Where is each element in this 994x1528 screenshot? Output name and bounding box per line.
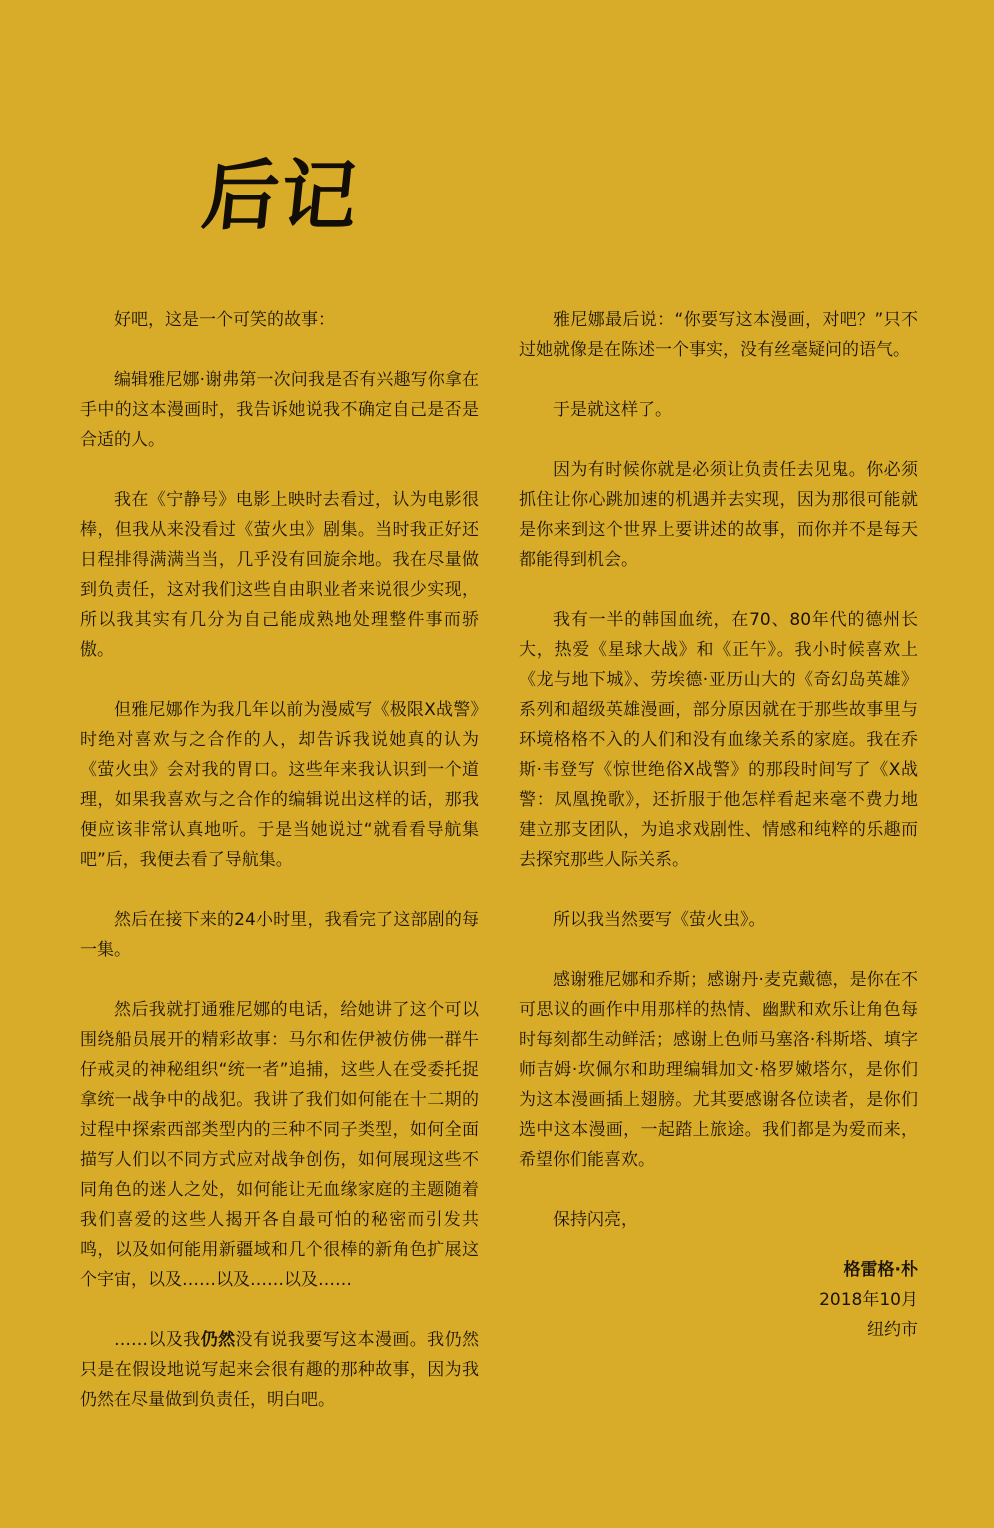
paragraph: 我在《宁静号》电影上映时去看过，认为电影很棒，但我从来没看过《萤火虫》剧集。当时我正好还日程排得满满当当，几乎没有回旋余地。我在尽量做到负责任，这对我们这些自由职业者来说很少实现，所以我其实有几分为自己能成熟地处理整件事而骄傲。 <box>80 490 479 660</box>
paragraph: 保持闪亮， <box>553 1210 638 1230</box>
paragraph: 编辑雅尼娜·谢弗第一次问我是否有兴趣写你拿在手中的这本漫画时，我告诉她说我不确定自己是否是合适的人。 <box>80 370 479 450</box>
right-column <box>519 305 918 1345</box>
paragraph: 感谢雅尼娜和乔斯；感谢丹·麦克戴德，是你在不可思议的画作中用那样的热情、幽默和欢乐让角色每时每刻都生动鲜活；感谢上色师马塞洛·科斯塔、填字师吉姆·坎佩尔和助理编辑加文·格罗嫩塔尔，是你们为这本漫画插上翅膀。尤其要感谢各位读者，是你们选中这本漫画，一起踏上旅途。我们都是为爱而来，希望你们能喜欢。 <box>519 970 918 1170</box>
paragraph: 雅尼娜最后说：“你要写这本漫画，对吧？”只不过她就像是在陈述一个事实，没有丝毫疑问的语气。 <box>519 310 918 360</box>
paragraph: 然后我就打通雅尼娜的电话，给她讲了这个可以围绕船员展开的精彩故事：马尔和佐伊被仿佛一群牛仔戒灵的神秘组织“统一者”追捕，这些人在受委托捉拿统一战争中的战犯。我讲了我们如何能在十二期的过程中探索西部类型内的三种不同子类型，如何全面描写人们以不同方式应对战争创伤，如何展现这些不同角色的迷人之处，如何能让无血缘家庭的主题随着我们喜爱的这些人揭开各自最可怕的秘密而引发共鸣，以及如何能用新疆域和几个很棒的新角色扩展这个宇宙，以及……以及……以及…… <box>80 1000 479 1290</box>
paragraph: 好吧，这是一个可笑的故事： <box>114 310 335 330</box>
signature-block <box>519 1255 918 1345</box>
text-span: 没有说我要写这本漫画。我仍然只是在假设地说写起来会很有趣的那种故事，因为我仍然在尽量做到负责任，明白吧。 <box>80 1330 480 1410</box>
paragraph: 我有一半的韩国血统，在70、80年代的德州长大，热爱《星球大战》和《正午》。我小时候喜欢上《龙与地下城》、劳埃德·亚历山大的《奇幻岛英雄》系列和超级英雄漫画，部分原因就在于那些故事里与环境格格不入的人们和没有血缘关系的家庭。我在乔斯·韦登写《惊世绝俗X战警》的那段时间写了《X战警：凤凰挽歌》，还折服于他怎样看起来毫不费力地建立那支团队，为追求戏剧性、情感和纯粹的乐趣而去探究那些人际关系。 <box>519 610 918 870</box>
paragraph: 于是就这样了。 <box>553 400 672 420</box>
paragraph <box>80 1325 479 1415</box>
signature-date: 2018年10月 <box>819 1290 918 1310</box>
text-span: ……以及我 <box>114 1330 201 1350</box>
paragraph: 但雅尼娜作为我几年以前为漫威写《极限X战警》时绝对喜欢与之合作的人，却告诉我说她真的认为《萤火虫》会对我的胃口。这些年来我认识到一个道理，如果我喜欢与之合作的编辑说出这样的话，那我便应该非常认真地听。于是当她说过“就看看导航集吧”后，我便去看了导航集。 <box>80 700 479 870</box>
paragraph: 所以我当然要写《萤火虫》。 <box>553 910 766 930</box>
emphasis-text: 仍然 <box>200 1330 236 1350</box>
page-title: 后记 <box>198 151 364 240</box>
left-column <box>80 305 479 1415</box>
signature-place: 纽约市 <box>867 1320 918 1340</box>
paragraph: 然后在接下来的24小时里，我看完了这部剧的每一集。 <box>80 910 479 960</box>
paragraph: 因为有时候你就是必须让负责任去见鬼。你必须抓住让你心跳加速的机遇并去实现，因为那很可能就是你来到这个世界上要讲述的故事，而你并不是每天都能得到机会。 <box>519 460 918 570</box>
author-name: 格雷格·朴 <box>843 1260 918 1280</box>
